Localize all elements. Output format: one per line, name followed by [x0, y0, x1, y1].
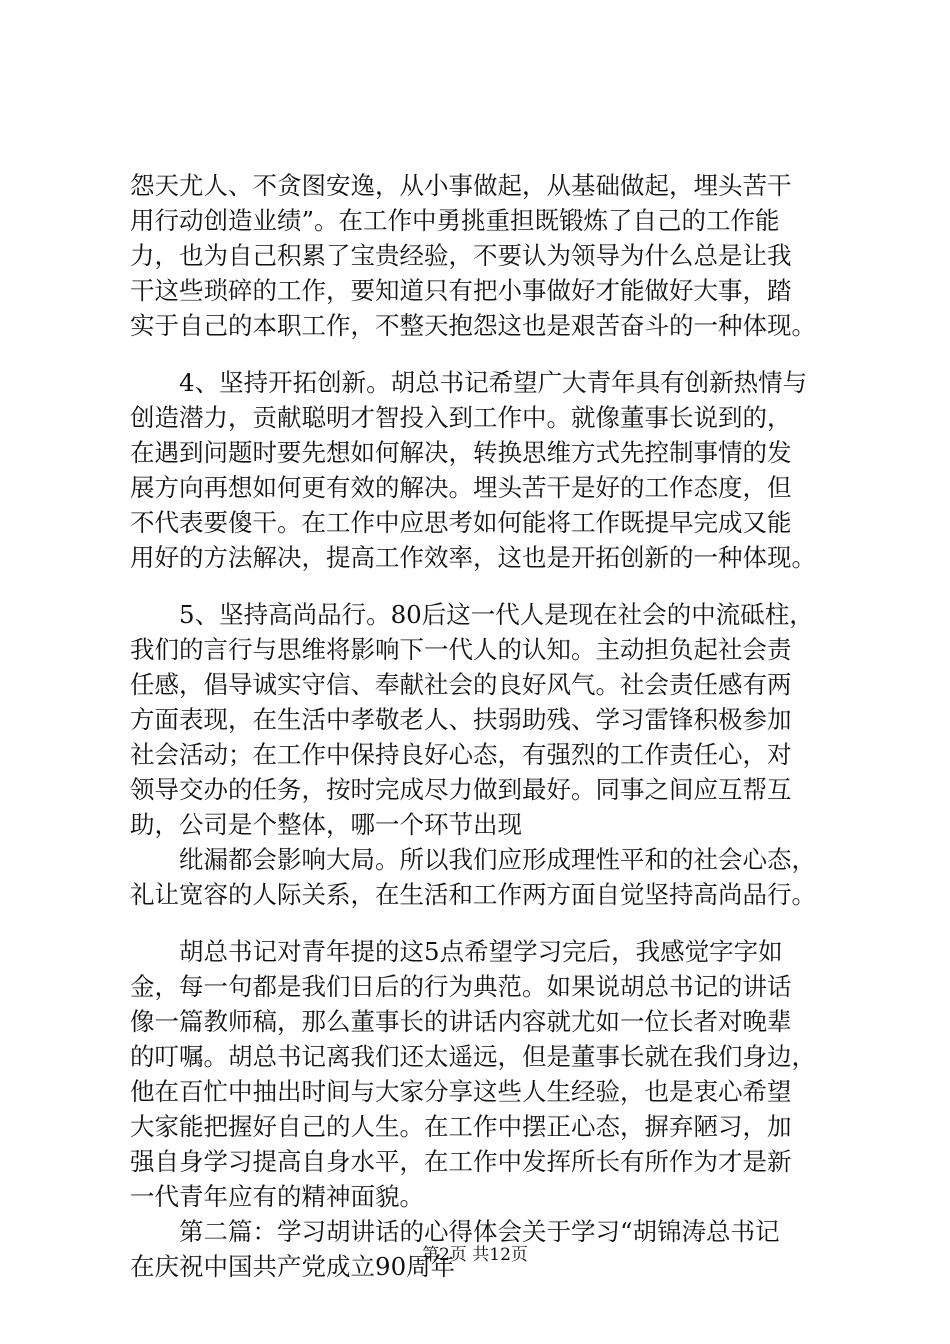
text-line: 用好的方法解决，提高工作效率，这也是开拓创新的一种体现。 — [130, 543, 816, 572]
text-line: 的叮嘱。胡总书记离我们还太遥远，但是董事长就在我们身边， — [130, 1042, 816, 1071]
text-line: 一代青年应有的精神面貌。 — [130, 1182, 424, 1211]
text-line: 金，每一句都是我们日后的行为典范。如果说胡总书记的讲话 — [130, 972, 792, 1001]
text-line: 方面表现，在生活中孝敬老人、扶弱助残、学习雷锋积极参加 — [130, 705, 792, 734]
text-line: 他在百忙中抽出时间与大家分享这些人生经验，也是衷心希望 — [130, 1077, 792, 1106]
text-line: 我们的言行与思维将影响下一代人的认知。主动担负起社会责 — [130, 635, 792, 664]
text-line: 5、坚持高尚品行。80后这一代人是现在社会的中流砥柱， — [130, 600, 814, 629]
text-line: 创造潜力，贡献聪明才智投入到工作中。就像董事长说到的， — [130, 403, 792, 432]
text-line: 领导交办的任务，按时完成尽力做到最好。同事之间应互帮互 — [130, 775, 792, 804]
text-line: 社会活动；在工作中保持良好心态，有强烈的工作责任心，对 — [130, 740, 792, 769]
document-body — [130, 168, 850, 1284]
text-line: 力，也为自己积累了宝贵经验，不要认为领导为什么总是让我 — [130, 241, 792, 270]
paragraph-gap — [130, 343, 850, 365]
text-line: 展方向再想如何更有效的解决。埋头苦干是好的工作态度，但 — [130, 473, 792, 502]
text-line: 在遇到问题时要先想如何解决，转换思维方式先控制事情的发 — [130, 438, 792, 467]
paragraph-gap — [130, 912, 850, 934]
paragraph-gap — [130, 575, 850, 597]
text-line: 在庆祝中国共产党成立90周年 — [130, 1252, 456, 1281]
text-line: 胡总书记对青年提的这5点希望学习完后，我感觉字字如 — [130, 937, 783, 966]
text-line: 干这些琐碎的工作，要知道只有把小事做好才能做好大事，踏 — [130, 276, 792, 305]
text-line: 纰漏都会影响大局。所以我们应形成理性平和的社会心态， — [130, 845, 816, 874]
text-line: 4、坚持开拓创新。胡总书记希望广大青年具有创新热情与 — [130, 368, 808, 397]
text-line: 像一篇教师稿，那么董事长的讲话内容就尤如一位长者对晚辈 — [130, 1007, 792, 1036]
page-number-footer: 第2页 共12页 — [422, 1245, 528, 1265]
paragraph-3 — [130, 597, 850, 912]
text-line: 助，公司是个整体，哪一个环节出现 — [130, 810, 522, 839]
text-line: 用行动创造业绩”。在工作中勇挑重担既锻炼了自己的工作能 — [130, 206, 780, 235]
text-line: 不代表要傻干。在工作中应思考如何能将工作既提早完成又能 — [130, 508, 792, 537]
text-line: 强自身学习提高自身水平，在工作中发挥所长有所作为才是新 — [130, 1147, 792, 1176]
text-line: 实于自己的本职工作，不整天抱怨这也是艰苦奋斗的一种体现。 — [130, 311, 816, 340]
paragraph-1 — [130, 168, 850, 343]
text-line: 第二篇：学习胡讲话的心得体会关于学习“胡锦涛总书记 — [130, 1217, 780, 1246]
paragraph-4 — [130, 934, 850, 1284]
text-line: 礼让宽容的人际关系，在生活和工作两方面自觉坚持高尚品行。 — [130, 880, 816, 909]
paragraph-2 — [130, 365, 850, 575]
text-line: 大家能把握好自己的人生。在工作中摆正心态，摒弃陋习，加 — [130, 1112, 792, 1141]
text-line: 任感，倡导诚实守信、奉献社会的良好风气。社会责任感有两 — [130, 670, 792, 699]
text-line: 怨天尤人、不贪图安逸，从小事做起，从基础做起，埋头苦干 — [130, 171, 792, 200]
